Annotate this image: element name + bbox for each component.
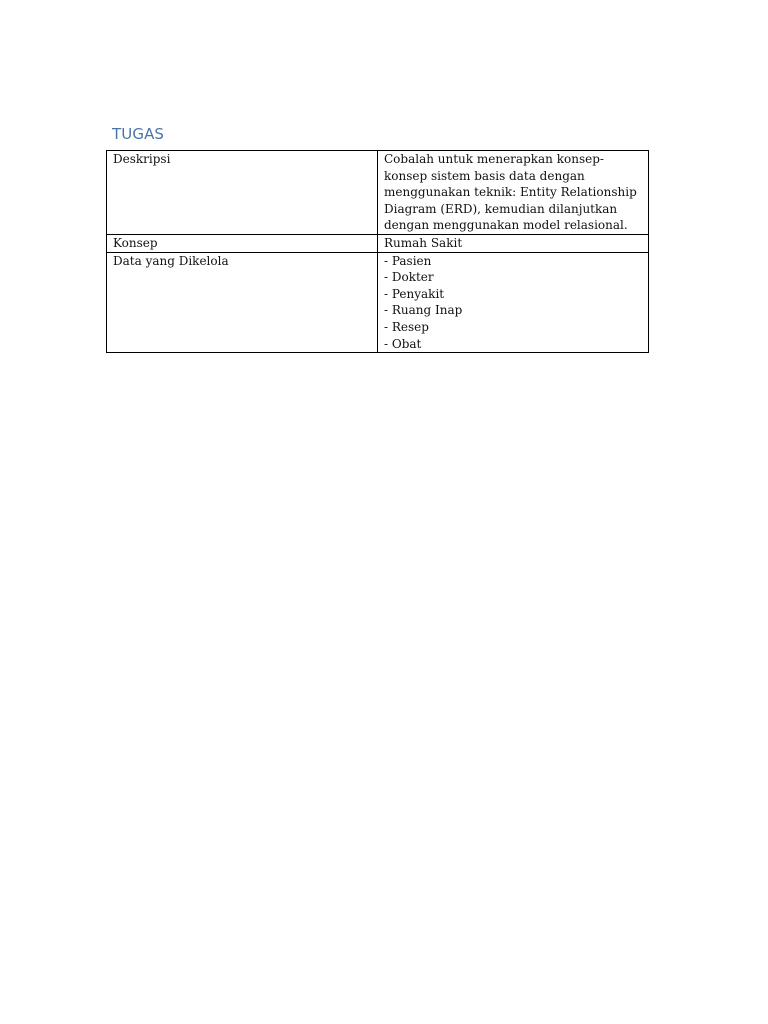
list-item: - Obat <box>384 336 422 351</box>
table-row-konsep <box>107 235 649 253</box>
list-item: - Dokter <box>384 270 434 285</box>
task-table <box>106 150 649 353</box>
section-heading: TUGAS <box>112 125 165 143</box>
concept-value: Rumah Sakit <box>378 235 649 253</box>
row-label: Deskripsi <box>107 151 378 235</box>
list-item: - Penyakit <box>384 286 445 301</box>
list-item: - Resep <box>384 319 429 334</box>
data-list <box>378 252 649 353</box>
row-label: Data yang Dikelola <box>107 252 378 353</box>
description-text: Cobalah untuk menerapkan konsep-konsep sistem basis data dengan menggunakan teknik: Entity Relationship Diagram (ERD), kemudian dilanjutkan dengan menggunakan model relasional. <box>378 151 649 235</box>
list-item: - Pasien <box>384 253 432 268</box>
table-row-data <box>107 252 649 353</box>
row-label: Konsep <box>107 235 378 253</box>
list-item: - Ruang Inap <box>384 303 463 318</box>
table-row-deskripsi <box>107 151 649 235</box>
